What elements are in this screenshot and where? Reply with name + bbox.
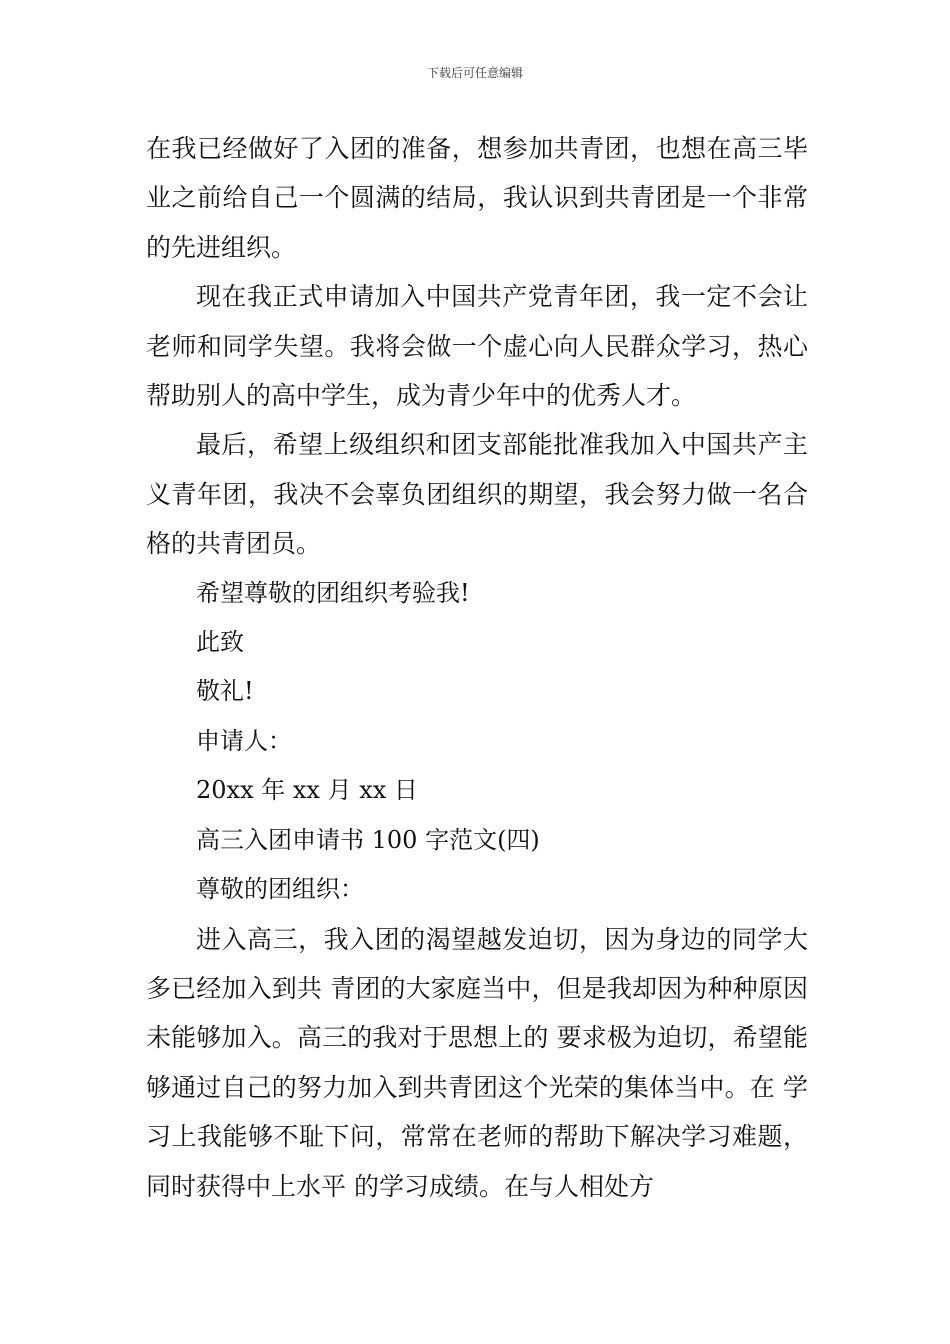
closing-line-2: 敬礼! <box>196 677 254 706</box>
section-title: 高三入团申请书 100 字范文(四) <box>196 825 540 854</box>
paragraph-1: 在我已经做好了入团的准备，想参加共青团，也想在高三毕业之前给自己一个圆满的结局，我认识到共青团是一个非常的先进组织。 <box>146 134 808 262</box>
paragraph-2: 现在我正式申请加入中国共产党青年团，我一定不会让老师和同学失望。我将会做一个虚心向人民群众学习，热心帮助别人的高中学生，成为青少年中的优秀人才。 <box>146 282 808 411</box>
hope-line: 希望尊敬的团组织考验我! <box>196 578 470 607</box>
salutation: 尊敬的团组织： <box>196 875 364 904</box>
page-header-note: 下载后可任意编辑 <box>426 66 523 80</box>
document-body <box>146 124 808 1211</box>
date-line: 20xx 年 xx 月 xx 日 <box>196 776 418 805</box>
closing-line-1: 此致 <box>196 628 244 657</box>
applicant-line: 申请人： <box>196 726 292 755</box>
paragraph-4: 进入高三，我入团的渴望越发迫切，因为身边的同学大多已经加入到共 青团的大家庭当中，但是我却因为种种原因未能够加入。高三的我对于思想上的 要求极为迫切，希望能够通过自己的努力加入到共青团这个光荣的集体当中。在 学习上我能够不耻下问，常常在老师的帮助下解决学习难题，同时获得中上水平 的学习成绩。在与人相处方 <box>146 924 808 1201</box>
paragraph-3: 最后，希望上级组织和团支部能批准我加入中国共产主义青年团，我决不会辜负团组织的期望，我会努力做一名合格的共青团员。 <box>146 430 808 559</box>
